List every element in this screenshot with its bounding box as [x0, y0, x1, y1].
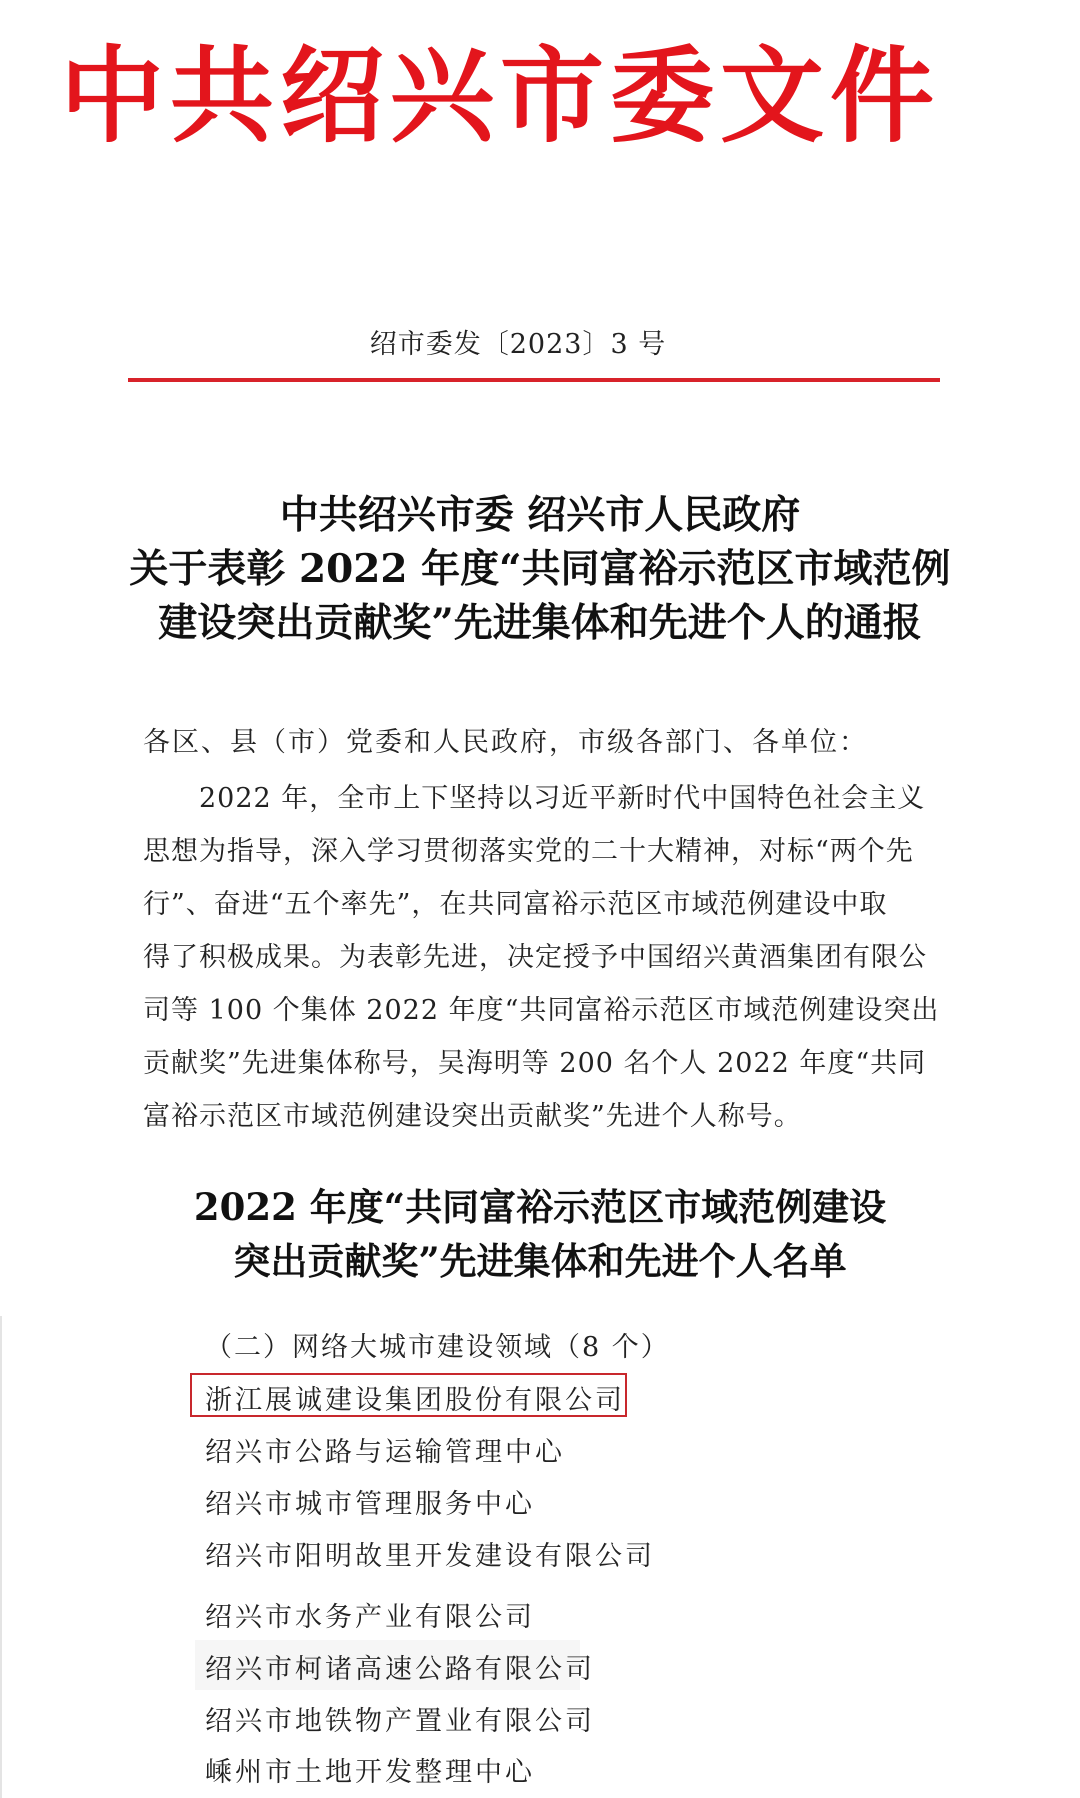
body-line: 贡献奖”先进集体称号，吴海明等 200 名个人 2022 年度“共同: [143, 1048, 927, 1079]
list-item: 绍兴市阳明故里开发建设有限公司: [205, 1541, 655, 1572]
document-title: [0, 488, 1080, 650]
body-line: 思想为指导，深入学习贯彻落实党的二十大精神，对标“两个先: [143, 836, 914, 867]
body-line: 得了积极成果。为表彰先进，决定授予中国绍兴黄酒集团有限公: [143, 942, 927, 973]
title-line: 中共绍兴市委 绍兴市人民政府: [279, 492, 801, 538]
section-heading: （二）网络大城市建设领域（8 个）: [205, 1332, 670, 1363]
body-line: 司等 100 个集体 2022 年度“共同富裕示范区市域范例建设突出: [143, 995, 940, 1026]
document-masthead: 中共绍兴市委文件: [59, 35, 940, 157]
list-item: 绍兴市城市管理服务中心: [205, 1489, 535, 1520]
list-title: [0, 1180, 1080, 1288]
scan-edge-divider: [0, 1316, 2, 1798]
body-line: 2022 年，全市上下坚持以习近平新时代中国特色社会主义: [143, 783, 926, 814]
body-paragraph: [143, 772, 953, 1143]
list-item: 绍兴市地铁物产置业有限公司: [205, 1706, 595, 1737]
list-item: 嵊州市土地开发整理中心: [205, 1757, 535, 1788]
red-divider-line: [128, 378, 940, 382]
title-line: 关于表彰 2022 年度“共同富裕示范区市域范例: [129, 546, 951, 592]
list-title-line: 突出贡献奖”先进集体和先进个人名单: [233, 1239, 847, 1283]
list-item: 绍兴市水务产业有限公司: [205, 1602, 535, 1633]
addressee-line: 各区、县（市）党委和人民政府，市级各部门、各单位：: [143, 727, 868, 758]
list-title-line: 2022 年度“共同富裕示范区市域范例建设: [193, 1185, 887, 1229]
body-line: 富裕示范区市域范例建设突出贡献奖”先进个人称号。: [143, 1101, 802, 1132]
title-line: 建设突出贡献奖”先进集体和先进个人的通报: [158, 600, 922, 646]
document-number: 绍市委发〔2023〕3 号: [369, 329, 667, 360]
body-line: 行”、奋进“五个率先”，在共同富裕示范区市域范例建设中取: [143, 889, 888, 920]
list-item: 浙江展诚建设集团股份有限公司: [205, 1385, 625, 1416]
list-item: 绍兴市公路与运输管理中心: [205, 1437, 565, 1468]
list-item: 绍兴市柯诸高速公路有限公司: [205, 1654, 595, 1685]
